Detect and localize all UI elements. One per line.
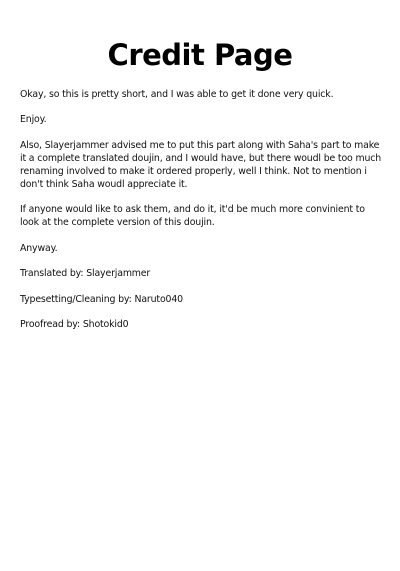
- proofread-credit: Proofread by: Shotokid0: [20, 319, 129, 330]
- typesetting-credit: Typesetting/Cleaning by: Naruto040: [20, 294, 183, 305]
- explanation-paragraph: Also, Slayerjammer advised me to put this part along with Saha's part to make it a complete translated doujin, and I would have, but there woudl be too much renaming involved to make it ordered properly, well I think. Not to mention i don't think Saha woudl appreciate it.: [20, 140, 382, 190]
- enjoy-paragraph: Enjoy.: [20, 114, 47, 125]
- request-paragraph: If anyone would like to ask them, and do it, it'd be much more convinient to look at the complete version of this doujin.: [20, 204, 365, 228]
- anyway-paragraph: Anyway.: [20, 243, 58, 254]
- page-title: Credit Page: [107, 38, 293, 72]
- translator-credit: Translated by: Slayerjammer: [20, 268, 151, 279]
- intro-paragraph: Okay, so this is pretty short, and I was able to get it done very quick.: [20, 89, 334, 100]
